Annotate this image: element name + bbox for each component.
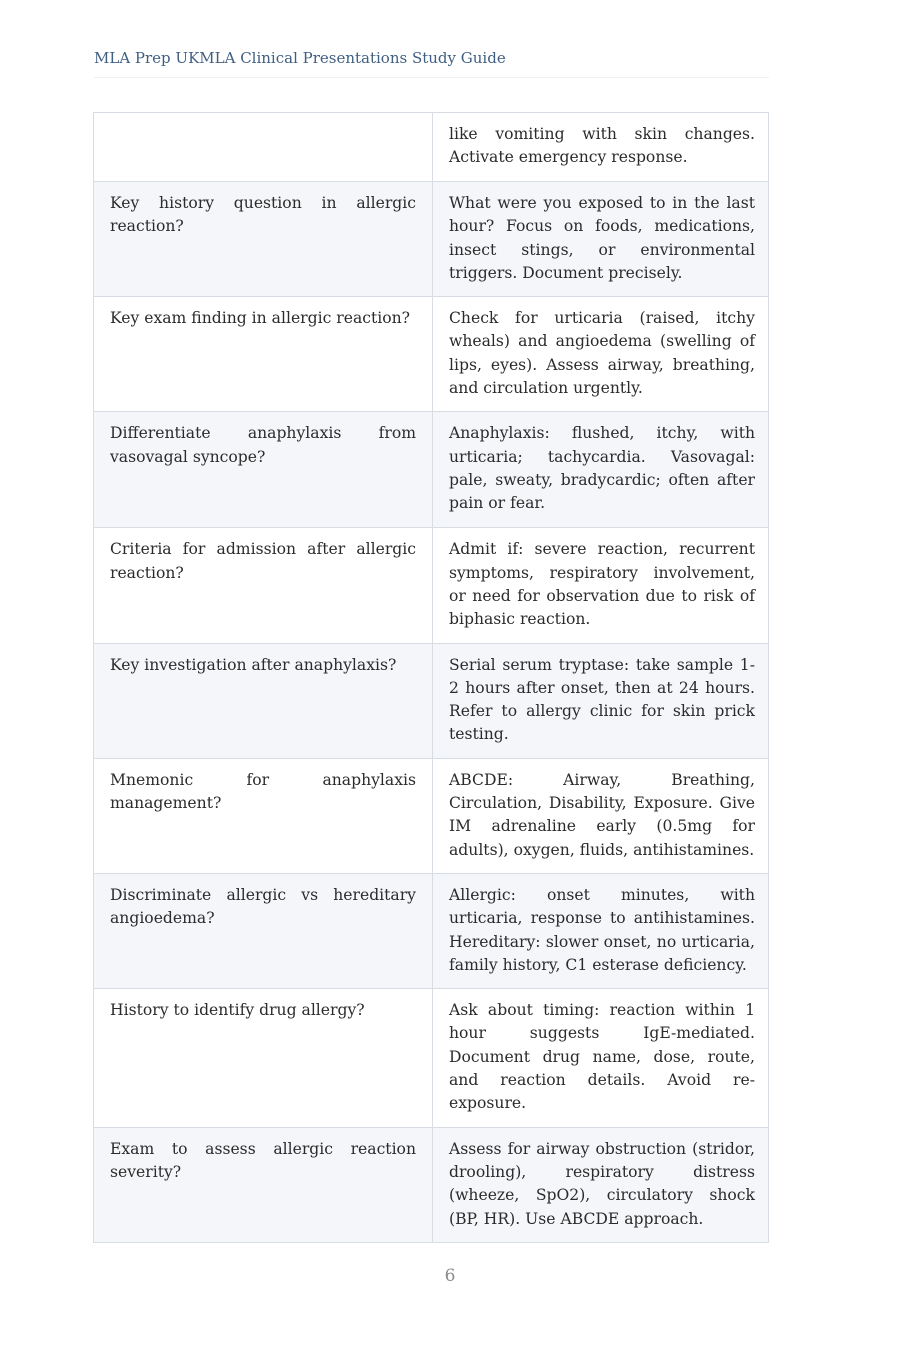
question-cell: Exam to assess allergic reaction severity? [94, 1127, 433, 1242]
table-row [94, 758, 769, 873]
answer-cell: Admit if: severe reaction, recurrent symptoms, respiratory involvement, or need for observation due to risk of biphasic reaction. [433, 528, 769, 643]
running-header [94, 48, 769, 78]
answer-cell: Anaphylaxis: flushed, itchy, with urticaria; tachycardia. Vasovagal: pale, sweaty, bradycardic; often after pain or fear. [433, 412, 769, 528]
question-cell: Key investigation after anaphylaxis? [94, 643, 433, 758]
question-cell: Criteria for admission after allergic reaction? [94, 528, 433, 643]
table-row [94, 1127, 769, 1242]
question-cell [94, 113, 433, 182]
question-cell: History to identify drug allergy? [94, 989, 433, 1127]
qa-table [93, 112, 769, 1243]
table-row [94, 989, 769, 1127]
running-header-title: MLA Prep UKMLA Clinical Presentations Study Guide [94, 49, 506, 67]
answer-cell: What were you exposed to in the last hour? Focus on foods, medications, insect stings, or environmental triggers. Document precisely. [433, 182, 769, 297]
answer-cell: Assess for airway obstruction (stridor, drooling), respiratory distress (wheeze, SpO2), circulatory shock (BP, HR). Use ABCDE approach. [433, 1127, 769, 1242]
question-cell: Mnemonic for anaphylaxis management? [94, 758, 433, 873]
answer-cell: like vomiting with skin changes. Activate emergency response. [433, 113, 769, 182]
question-cell: Discriminate allergic vs hereditary angioedema? [94, 873, 433, 988]
table-row-continuation [94, 113, 769, 182]
question-cell: Key history question in allergic reaction? [94, 182, 433, 297]
table-row [94, 297, 769, 412]
table-row [94, 412, 769, 528]
answer-cell: Allergic: onset minutes, with urticaria, response to antihistamines. Hereditary: slower onset, no urticaria, family history, C1 esterase deficiency. [433, 873, 769, 988]
question-cell: Differentiate anaphylaxis from vasovagal syncope? [94, 412, 433, 528]
table-row [94, 643, 769, 758]
answer-cell: Ask about timing: reaction within 1 hour suggests IgE-mediated. Document drug name, dose, route, and reaction details. Avoid re-exposure. [433, 989, 769, 1127]
table-row [94, 873, 769, 988]
answer-cell: ABCDE: Airway, Breathing, Circulation, Disability, Exposure. Give IM adrenaline early (0.5mg for adults), oxygen, fluids, antihistamines. [433, 758, 769, 873]
answer-cell: Serial serum tryptase: take sample 1-2 hours after onset, then at 24 hours. Refer to allergy clinic for skin prick testing. [433, 643, 769, 758]
table-row [94, 528, 769, 643]
table-row [94, 182, 769, 297]
page-number: 6 [444, 1266, 456, 1286]
answer-cell: Check for urticaria (raised, itchy wheals) and angioedema (swelling of lips, eyes). Assess airway, breathing, and circulation urgently. [433, 297, 769, 412]
question-cell: Key exam finding in allergic reaction? [94, 297, 433, 412]
